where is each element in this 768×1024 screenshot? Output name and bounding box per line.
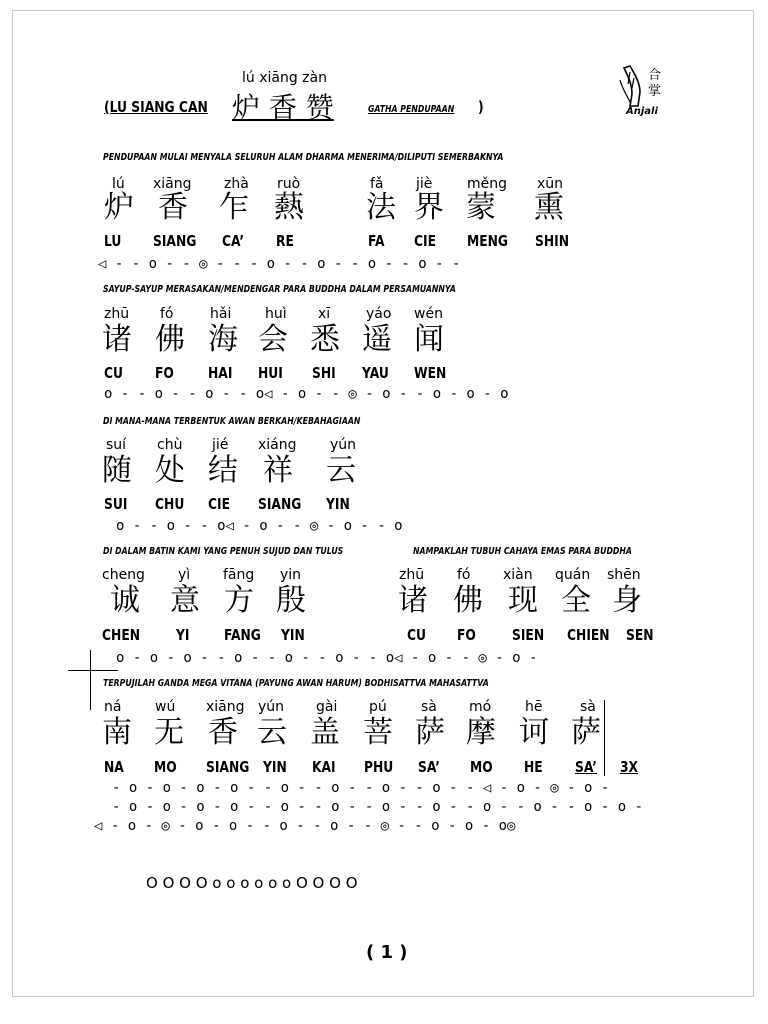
pinyin: mó xyxy=(469,699,492,715)
latin: FANG xyxy=(224,626,261,644)
rhythm-marks: o - o - o - - o - - o - - o - - o◁ - o - - ◎ - o - xyxy=(116,650,538,666)
hanzi: 熏 xyxy=(534,190,564,225)
repeat-marker: 3X xyxy=(620,758,639,776)
logo-char-2: 掌 xyxy=(648,84,662,99)
section-caption-2: NAMPAKLAH TUBUH CAHAYA EMAS PARA BUDDHA xyxy=(413,546,632,557)
latin: CHEN xyxy=(102,626,141,644)
hanzi: 佛 xyxy=(453,583,483,618)
logo-label: Anjali xyxy=(626,106,658,117)
hanzi: 闻 xyxy=(414,322,444,357)
pinyin: yì xyxy=(178,567,191,583)
hanzi: 随 xyxy=(102,453,132,488)
latin: CIE xyxy=(414,232,437,250)
pinyin: hǎi xyxy=(210,306,232,322)
rhythm-marks: o - - o - - o - - o◁ - o - - ◎ - o - - o - o - o xyxy=(104,386,509,402)
latin: MO xyxy=(470,758,493,776)
pinyin: xiáng xyxy=(258,437,297,453)
latin: PHU xyxy=(364,758,394,776)
pinyin: xī xyxy=(318,306,331,322)
hanzi: 佛 xyxy=(155,322,185,357)
pinyin: zhū xyxy=(399,567,425,583)
bar-line xyxy=(604,700,605,776)
hanzi: 遥 xyxy=(362,322,392,357)
latin: SHI xyxy=(312,364,336,382)
pinyin: jiè xyxy=(416,176,433,192)
pinyin: xiāng xyxy=(153,176,192,192)
pinyin: quán xyxy=(555,567,591,583)
pinyin: chù xyxy=(157,437,183,453)
pinyin: fó xyxy=(457,567,471,583)
rhythm-marks: ◁ - - o - - ◎ - - - o - - o - - o - - o - - xyxy=(98,256,461,272)
hanzi: 意 xyxy=(170,583,200,618)
pinyin: xiāng xyxy=(206,699,245,715)
latin: CIE xyxy=(208,495,231,513)
title-latin: (LU SIANG CAN xyxy=(104,98,208,116)
hanzi: 爇 xyxy=(274,190,304,225)
latin: YIN xyxy=(281,626,305,644)
pinyin: wén xyxy=(414,306,443,322)
hanzi: 南 xyxy=(102,715,132,750)
hanzi: 萨 xyxy=(571,715,601,750)
cross-mark-vertical xyxy=(90,650,91,710)
pinyin: xūn xyxy=(537,176,564,192)
pinyin: jié xyxy=(212,437,229,453)
hanzi: 祥 xyxy=(263,453,293,488)
latin: SIANG xyxy=(206,758,250,776)
hanzi: 全 xyxy=(561,583,591,618)
latin: CU xyxy=(104,364,124,382)
pinyin: yáo xyxy=(366,306,392,322)
pinyin: fāng xyxy=(223,567,255,583)
latin: HAI xyxy=(208,364,233,382)
section-caption: DI MANA-MANA TERBENTUK AWAN BERKAH/KEBAHAGIAAN xyxy=(103,416,361,427)
hanzi: 殷 xyxy=(276,583,306,618)
hanzi: 云 xyxy=(257,715,287,750)
hanzi: 方 xyxy=(224,583,254,618)
hanzi: 摩 xyxy=(466,715,496,750)
hanzi: 现 xyxy=(508,583,538,618)
pinyin: suí xyxy=(106,437,127,453)
latin: LU xyxy=(104,232,122,250)
pinyin: shēn xyxy=(607,567,641,583)
hanzi: 盖 xyxy=(310,715,340,750)
hanzi: 结 xyxy=(208,453,238,488)
title-subtitle: GATHA PENDUPAAN xyxy=(368,104,455,115)
latin: SIANG xyxy=(153,232,197,250)
hanzi: 悉 xyxy=(310,322,340,357)
latin: SA’ xyxy=(575,758,597,776)
hanzi: 界 xyxy=(414,190,444,225)
section-caption: TERPUJILAH GANDA MEGA VITANA (PAYUNG AWAN HARUM) BODHISATTVA MAHASATTVA xyxy=(103,678,489,689)
hanzi: 法 xyxy=(366,190,396,225)
hanzi: 无 xyxy=(154,715,184,750)
latin: HUI xyxy=(258,364,283,382)
hanzi: 诚 xyxy=(110,583,140,618)
pinyin: pú xyxy=(369,699,387,715)
rhythm-marks: o - - o - - o◁ - o - - ◎ - o - - o xyxy=(116,518,403,534)
latin: SIEN xyxy=(512,626,545,644)
latin: FO xyxy=(457,626,476,644)
pinyin: yún xyxy=(258,699,285,715)
hanzi: 诸 xyxy=(398,583,428,618)
hanzi: 菩 xyxy=(363,715,393,750)
pinyin: gài xyxy=(316,699,338,715)
latin: NA xyxy=(104,758,124,776)
pinyin: yún xyxy=(330,437,357,453)
latin: FO xyxy=(155,364,174,382)
hanzi: 身 xyxy=(612,583,642,618)
latin: SHIN xyxy=(535,232,570,250)
hanzi: 云 xyxy=(326,453,356,488)
latin: RE xyxy=(276,232,294,250)
latin: YIN xyxy=(263,758,287,776)
pinyin: hē xyxy=(525,699,543,715)
latin: SA’ xyxy=(418,758,440,776)
latin: SIANG xyxy=(258,495,302,513)
title-pinyin: lú xiāng zàn xyxy=(242,70,327,86)
latin: MO xyxy=(154,758,177,776)
hanzi: 炉 xyxy=(104,190,134,225)
pinyin: yin xyxy=(280,567,302,583)
latin: YI xyxy=(176,626,190,644)
pinyin: xiàn xyxy=(503,567,533,583)
latin: YIN xyxy=(326,495,350,513)
latin: SUI xyxy=(104,495,128,513)
rhythm-marks: ◁ - o - ◎ - o - o - - o - - o - - ◎ - - o - o - o◎ xyxy=(94,818,516,834)
pinyin: lú xyxy=(112,176,125,192)
pinyin: měng xyxy=(467,176,508,192)
latin: KAI xyxy=(312,758,336,776)
latin: HE xyxy=(524,758,543,776)
latin: FA xyxy=(368,232,385,250)
pinyin: sà xyxy=(421,699,437,715)
section-caption: DI DALAM BATIN KAMI YANG PENUH SUJUD DAN TULUS xyxy=(103,546,344,557)
pinyin: sà xyxy=(580,699,596,715)
hanzi: 诃 xyxy=(519,715,549,750)
latin: SEN xyxy=(626,626,654,644)
latin: CHU xyxy=(155,495,185,513)
hanzi: 香 xyxy=(158,190,188,225)
hanzi: 香 xyxy=(208,715,238,750)
cross-mark-horizontal xyxy=(68,670,118,671)
latin: CU xyxy=(407,626,427,644)
latin: CHIEN xyxy=(567,626,610,644)
page-number: ( 1 ) xyxy=(366,942,408,963)
latin: WEN xyxy=(414,364,447,382)
pinyin: fǎ xyxy=(370,176,384,192)
rhythm-marks: - o - o - o - o - - o - - o - - o - - o - - ◁ - o - ◎ - o - xyxy=(112,780,610,796)
pinyin: huì xyxy=(265,306,287,322)
anjali-logo xyxy=(616,62,668,120)
title-hanzi: 炉 香 赞 xyxy=(232,91,334,124)
pinyin: zhū xyxy=(104,306,130,322)
pinyin: ná xyxy=(104,699,122,715)
hanzi: 海 xyxy=(208,322,238,357)
pinyin: cheng xyxy=(102,567,145,583)
pinyin: zhà xyxy=(224,176,249,192)
latin: CA’ xyxy=(222,232,245,250)
logo-char-1: 合 xyxy=(648,68,662,83)
title-paren-close: ) xyxy=(478,98,484,116)
pinyin: ruò xyxy=(277,176,301,192)
pinyin: wú xyxy=(155,699,176,715)
hanzi: 萨 xyxy=(415,715,445,750)
rhythm-marks: - o - o - o - o - - o - - o - - o - - o - - o - - o - - o - o - xyxy=(112,799,644,815)
latin: MENG xyxy=(467,232,509,250)
hanzi: 会 xyxy=(258,322,288,357)
section-caption: SAYUP-SAYUP MERASAKAN/MENDENGAR PARA BUDDHA DALAM PERSAMUANNYA xyxy=(103,284,456,295)
hanzi: 蒙 xyxy=(466,190,496,225)
hanzi: 诸 xyxy=(102,322,132,357)
closing-circles: O O O O o o o o o o O O O O xyxy=(146,874,358,892)
pinyin: fó xyxy=(160,306,174,322)
section-caption: PENDUPAAN MULAI MENYALA SELURUH ALAM DHARMA MENERIMA/DILIPUTI SEMERBAKNYA xyxy=(103,152,504,163)
latin: YAU xyxy=(362,364,389,382)
hanzi: 处 xyxy=(155,453,185,488)
hanzi: 乍 xyxy=(219,190,249,225)
